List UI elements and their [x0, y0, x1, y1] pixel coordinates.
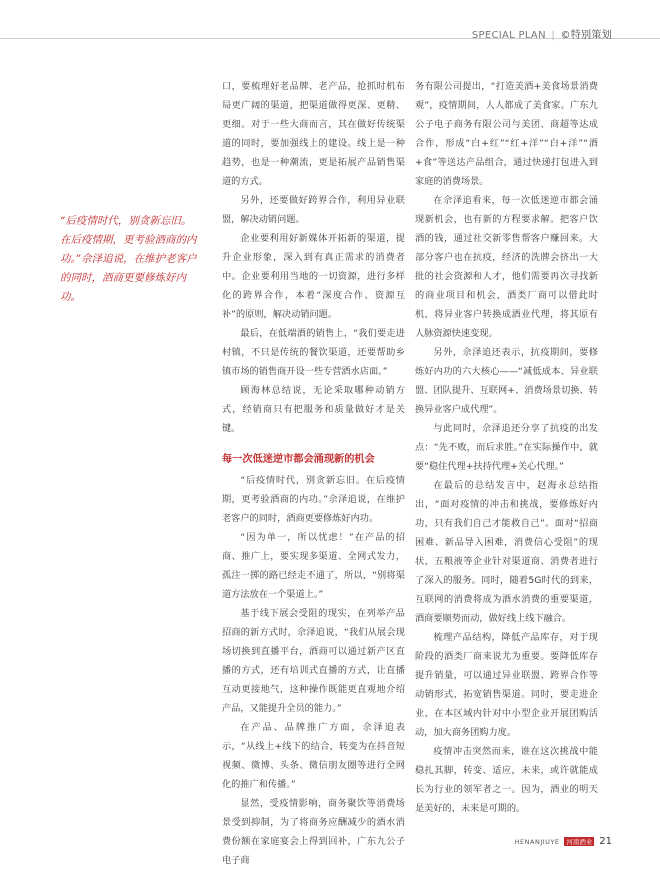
section-heading: 每一次低迷逆市都会涌现新的机会: [222, 454, 375, 465]
footer-brand: HENANJIUYE: [514, 838, 560, 846]
paragraph: 在佘泽追看来，每一次低迷逆市都会涌现新机会，也有新的方程要求解。把客户饮酒的钱，通过社交新零售帮客户赚回来。大部分客户也在抗疫，经济的洗牌会挤出一大批的社会资源和人才，他们需要再次寻找新的商业项目和机会，酒类厂商可以借此时机，将异业客户转换成酒业代理，将其原有人脉资源快速变现。: [415, 195, 598, 339]
paragraph: 最后，在低端酒的销售上，“我们要走进村镇，不只是传统的餐饮渠道，还要帮助乡镇市场的销售商开设一些专营酒水店面。”: [222, 328, 405, 377]
article-column-left: [222, 77, 405, 870]
paragraph: “后疫情时代，别贪新忘旧。在后疫情期，更考验酒商的内功。”佘泽追说，在维护老客户的同时，酒商更要修炼好内功。: [222, 475, 405, 524]
header-separator: |: [551, 30, 556, 41]
article-column-right: [415, 77, 598, 818]
page-footer: [515, 836, 612, 847]
paragraph: 梳理产品结构，降低产品库存，对于现阶段的酒类厂商来说尤为重要。要降低库存提升销量，可以通过异业联盟、跨界合作等动销形式，拓宽销售渠道。同时，要走进企业，在本区域内针对中小型企业开展团购活动，加大商务团购力度。: [415, 632, 598, 738]
section-name-en: SPECIAL PLAN: [471, 30, 546, 41]
paragraph: 显然，受疫情影响，商务聚饮等消费场景受到抑制，为了将商务应酬减少的酒水消费份额在家庭宴会上得到回补，广东九公子电子商: [222, 798, 405, 866]
pull-quote: “后疫情时代，别贪新忘旧。在后疫情期，更考验酒商的内功。”佘泽追说，在维护老客户的同时，酒商更要修炼好内功。: [60, 215, 197, 303]
paragraph: 疫情冲击突然而来，谁在这次挑战中能稳扎其脚，转变、适应，未来，或许就能成长为行业的领军者之一。因为，酒业的明天是美好的，未来是可期的。: [415, 746, 598, 814]
paragraph: 在产品、品牌推广方面，佘泽追表示，“从线上+线下的结合，转变为在抖音短视频、微博、头条、微信朋友圈等进行全网化的推广和传播。”: [222, 722, 405, 790]
paragraph: 与此同时，佘泽追还分享了抗疫的出发点：“先不败，而后求胜。”在实际操作中，就要“稳住代理+扶持代理+关心代理。”: [415, 423, 598, 472]
paragraph: 企业要利用好新媒体开拓新的渠道，提升企业形象，深入到有真正需求的消费者中。企业要利用当地的一切资源，进行多样化的跨界合作，本着“深度合作、资源互补”的原则，解决动销问题。: [222, 233, 405, 320]
paragraph: 另外，佘泽追还表示，抗疫期间，要修炼好内功的六大核心——“减低成本、异业联盟、团队提升、互联网+、消费场景切换、转换异业客户成代理”。: [415, 347, 598, 415]
paragraph: 基于线下展会受阻的现实，在列举产品招商的新方式时，佘泽追说，“我们从展会现场切换到直播平台，酒商可以通过新产区直播的方式，还有培训式直播的方式，让直播互动更接地气，这种操作既能更直观地介绍产品，又能提升全员的能力。”: [222, 608, 405, 714]
paragraph: 务有限公司提出，“打造美酒+美食场景消费观”，疫情期间，人人都成了美食家。广东九公子电子商务有限公司与美团、商超等达成合作，形成“白+红”“红+洋”“白+洋”“酒+食”等送达产品组合，通过快递打包进入到家庭的消费场景。: [415, 81, 598, 187]
paragraph: “因为单一，所以忧虑！”在产品的招商、推广上，要实现多渠道、全网式发力，孤注一掷的路已经走不通了，所以，“别将渠道方法放在一个渠道上。”: [222, 532, 405, 600]
page-number: 21: [599, 836, 612, 847]
paragraph: 另外，还要做好跨界合作，利用异业联盟，解决动销问题。: [222, 195, 405, 225]
footer-badge: 河南酒业: [566, 838, 593, 846]
section-name-cn: ©特别策划: [560, 30, 612, 41]
paragraph: 口，要梳理好老品牌、老产品，抢抓时机布局更广阔的渠道，把渠道做得更深、更精、更细。对于一些大商而言，其在做好传统渠道的同时，要加强线上的建设。线上是一种趋势，也是一种潮流，更是拓展产品销售渠道的方式。: [222, 81, 405, 187]
paragraph: 在最后的总结发言中，赵海永总结指出，“面对疫情的冲击和挑战，要修炼好内功，只有我们自己才能救自己”。面对“招商困难、新品导入困难，消费信心受阻”的现状，五粮液等企业针对渠道商、消费者进行了深入的服务。同时，随着5G时代的到来，互联网的消费将成为酒水消费的重要渠道，酒商要顺势而动，做好线上线下融合。: [415, 480, 598, 624]
paragraph: 顾海林总结说，无论采取哪种动销方式，经销商只有把服务和质量做好才是关键。: [222, 385, 405, 434]
running-header: [472, 26, 612, 41]
